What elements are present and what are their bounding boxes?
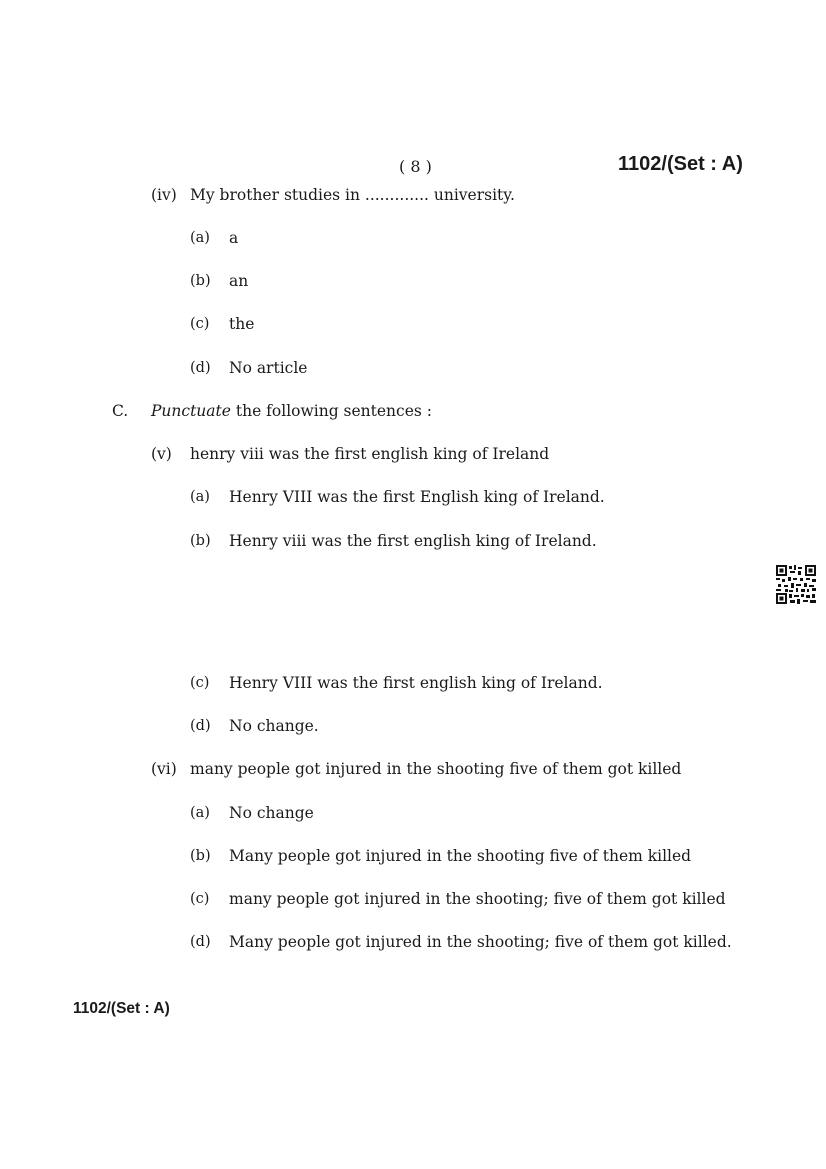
section-instruction <box>151 402 432 420</box>
section-label: C. <box>112 402 129 420</box>
option-label: (c) <box>190 891 210 907</box>
option-label: (b) <box>190 533 211 549</box>
option-text: a <box>229 229 239 247</box>
option-text: an <box>229 272 249 290</box>
instruction-emphasis: Punctuate <box>151 402 231 420</box>
question-number: (iv) <box>151 186 177 204</box>
option-text: many people got injured in the shooting; five of them got killed <box>229 890 726 908</box>
question-text: My brother studies in ............. university. <box>190 186 515 204</box>
option-label: (a) <box>190 230 210 246</box>
option-text: No article <box>229 359 308 377</box>
option-text: Many people got injured in the shooting five of them killed <box>229 847 692 865</box>
option-label: (c) <box>190 675 210 691</box>
option-label: (d) <box>190 934 211 950</box>
option-text: Many people got injured in the shooting; five of them got killed. <box>229 933 732 951</box>
option-text: No change. <box>229 717 319 735</box>
option-label: (d) <box>190 360 211 376</box>
question-number: (v) <box>151 445 172 463</box>
option-label: (c) <box>190 316 210 332</box>
option-text: Henry VIII was the first english king of Ireland. <box>229 674 603 692</box>
option-label: (b) <box>190 848 211 864</box>
option-label: (d) <box>190 718 211 734</box>
instruction-rest: the following sentences : <box>230 402 432 420</box>
qr-code-icon <box>776 565 816 604</box>
option-label: (a) <box>190 805 210 821</box>
paper-code-footer: 1102/(Set : A) <box>73 1000 170 1017</box>
option-text: Henry VIII was the first English king of Ireland. <box>229 488 605 506</box>
option-text: Henry viii was the first english king of Ireland. <box>229 532 597 550</box>
page-number: ( 8 ) <box>399 157 432 176</box>
option-label: (b) <box>190 273 211 289</box>
option-label: (a) <box>190 489 210 505</box>
question-text: many people got injured in the shooting five of them got killed <box>190 760 682 778</box>
option-text: the <box>229 315 255 333</box>
question-number: (vi) <box>151 760 177 778</box>
question-text: henry viii was the first english king of Ireland <box>190 445 550 463</box>
option-text: No change <box>229 804 314 822</box>
paper-code-header: 1102/(Set : A) <box>618 153 743 175</box>
